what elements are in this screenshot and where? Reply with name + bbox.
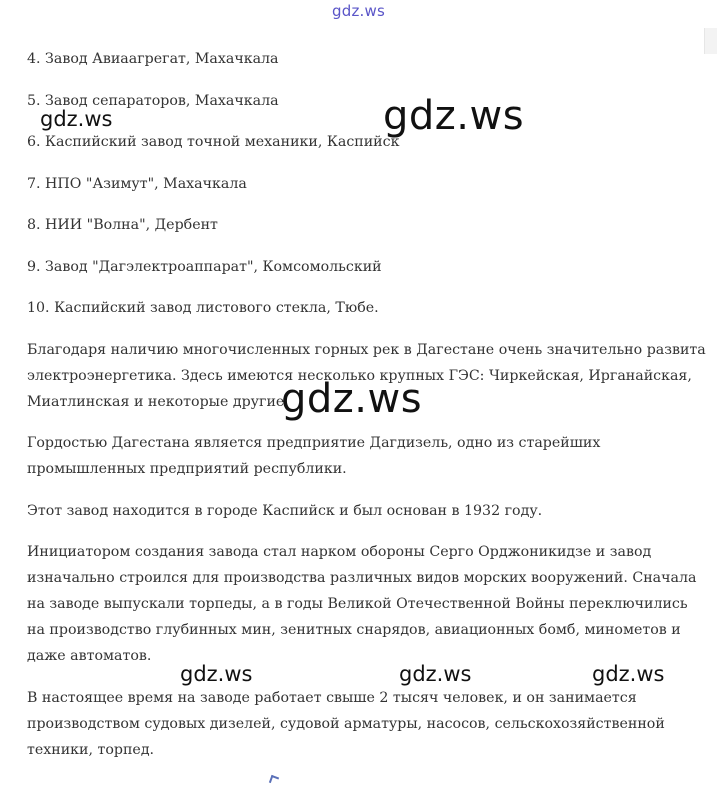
watermark-big-top: gdz.ws xyxy=(383,93,525,139)
list-item: 4. Завод Авиаагрегат, Махачкала xyxy=(27,51,279,67)
site-watermark-header: gdz.ws xyxy=(332,2,385,20)
watermark-big-middle: gdz.ws xyxy=(281,376,423,422)
list-item: 10. Каспийский завод листового стекла, Тюбе. xyxy=(27,300,379,316)
paragraph-hydro: Благодаря наличию многочисленных горных рек в Дагестане очень значительно развита электроэнергетика. Здесь имеются несколько крупных ГЭС: Чиркейская, Ирганайская, Миатлинская и некоторые другие. xyxy=(27,341,706,410)
watermark-small-left: gdz.ws xyxy=(40,107,113,131)
list-item: 9. Завод "Дагэлектроаппарат", Комсомольский xyxy=(27,258,382,275)
watermark-bottom-left: gdz.ws xyxy=(180,662,253,686)
watermark-bottom-center: gdz.ws xyxy=(399,662,472,686)
paragraph-present: В настоящее время на заводе работает свыше 2 тысяч человек, и он занимается производством судовых дизелей, судовой арматуры, насосов, сельскохозяйственной техники, торпед. xyxy=(27,689,665,758)
list-item: 6. Каспийский завод точной механики, Каспийск xyxy=(27,134,400,150)
list-item: 5. Завод сепараторов, Махачкала xyxy=(27,92,279,109)
watermark-bottom-right: gdz.ws xyxy=(592,662,665,686)
cursor-mark-icon xyxy=(269,775,279,785)
paragraph-location: Этот завод находится в городе Каспийск и был основан в 1932 году. xyxy=(27,502,543,519)
list-item: 8. НИИ "Волна", Дербент xyxy=(27,217,218,233)
paragraph-history: Инициатором создания завода стал нарком обороны Серго Орджоникидзе и завод изначально строился для производства различных видов морских вооружений. Сначала на заводе выпускали торпеды, а в годы Великой Отечественной Войны переключились на производство глубинных мин, зенитных снарядов, авиационных бомб, минометов и даже автоматов. xyxy=(27,544,697,664)
list-item: 7. НПО "Азимут", Махачкала xyxy=(27,175,247,192)
paragraph-dagdiesel: Гордостью Дагестана является предприятие Дагдизель, одно из старейших промышленных предприятий республики. xyxy=(27,435,601,477)
